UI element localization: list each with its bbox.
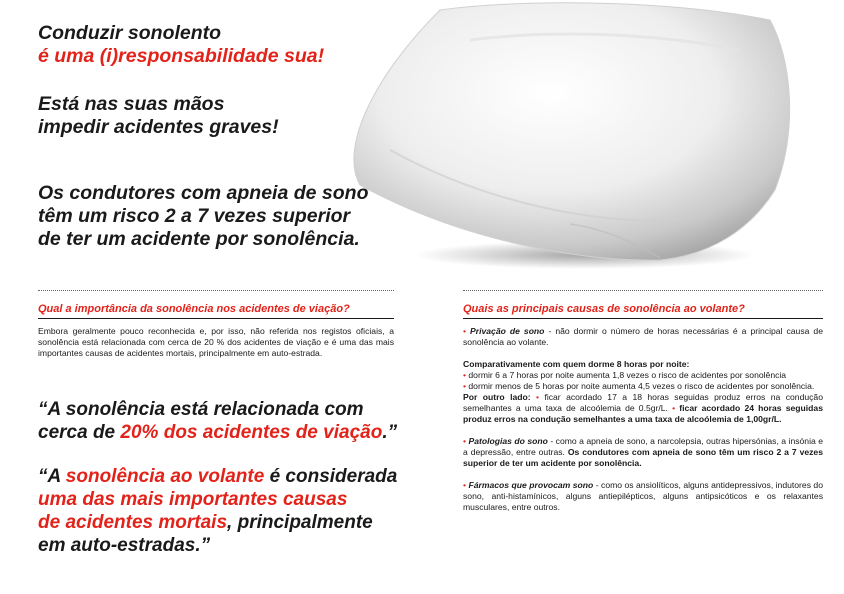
cause-1-text: - não dormir o número de horas necessárias é a principal causa de sonolência ao volante.	[463, 326, 823, 347]
red-bullet-icon: •	[463, 480, 467, 490]
red-bullet-icon: •	[463, 326, 467, 336]
cause-sleep-pathologies	[463, 436, 823, 469]
cause-3-label: Fármacos que provocam sono	[468, 480, 594, 490]
right-dotted-divider	[463, 290, 823, 291]
red-bullet-icon: •	[463, 381, 469, 391]
right-section-rule	[463, 318, 823, 319]
left-section-rule	[38, 318, 394, 319]
comparison-item-1	[463, 370, 823, 381]
comparison-item-3-text: ficar acordado 17 a 18 horas seguidas produz erros na condução semelhantes a uma taxa de alcoólemia de 0.5gr/L.	[463, 392, 823, 413]
quote-2-highlight-3: de acidentes mortais	[38, 512, 228, 533]
headline-line-5: Os condutores com apneia de sono	[38, 182, 369, 204]
comparison-item-2	[463, 381, 823, 392]
quote-1-part-d: .”	[382, 422, 398, 443]
left-dotted-divider	[38, 290, 394, 291]
comparison-heading: Comparativamente com quem dorme 8 horas por noite:	[463, 359, 690, 369]
quote-2-part-c: é considerada	[264, 466, 398, 487]
headline-line-1: Conduzir sonolento	[38, 22, 222, 44]
comparison-other	[463, 392, 823, 425]
cause-2-label: Patologias do sono	[468, 436, 548, 446]
headline-line-7: de ter um acidente por sonolência.	[38, 228, 360, 250]
right-body	[463, 326, 823, 513]
red-bullet-icon: •	[672, 403, 680, 413]
quote-1-part-a: “A sonolência está relacionada com	[38, 399, 364, 420]
quote-2-part-a: “A	[38, 466, 66, 487]
headline-block-3	[38, 182, 368, 251]
cause-drugs	[463, 480, 823, 513]
left-section-title: Qual a importância da sonolência nos acidentes de viação?	[38, 303, 350, 315]
quote-2-part-g: em auto-estradas.”	[38, 535, 211, 556]
cause-sleep-deprivation	[463, 326, 823, 348]
comparison-item-2-text: dormir menos de 5 horas por noite aumenta 4,5 vezes o risco de acidentes por sonolência.	[468, 381, 815, 391]
quote-1	[38, 398, 397, 444]
quote-2-highlight-2: uma das mais importantes causas	[38, 489, 348, 510]
headline-block-1	[38, 22, 324, 68]
headline-block-2	[38, 93, 279, 139]
cause-1-label: Privação de sono	[470, 326, 545, 336]
red-bullet-icon: •	[463, 436, 467, 446]
quote-2-highlight-1: sonolência ao volante	[65, 466, 265, 487]
quote-2-part-f: , principalmente	[227, 512, 373, 533]
headline-line-2: é uma (i)responsabilidade sua!	[38, 45, 325, 67]
red-bullet-icon: •	[463, 370, 469, 380]
red-bullet-icon: •	[536, 392, 545, 402]
quote-1-highlight: 20% dos acidentes de viação	[120, 422, 383, 443]
pillow-illustration	[330, 0, 800, 285]
comparison-item-4-text: ficar acordado 24 horas seguidas produz erros na condução semelhantes a uma taxa de alcoólemia de 1,00gr/L.	[463, 403, 823, 424]
cause-2-text: - como a apneia de sono, a narcolepsia, outras hipersónias, a insónia e a depressão, entre outras.	[463, 436, 824, 457]
headline-line-3: Está nas suas mãos	[38, 93, 225, 115]
right-section-title: Quais as principais causas de sonolência ao volante?	[463, 303, 745, 315]
cause-3-text: - como os ansiolíticos, alguns antidepressivos, indutores do sono, anti-histamínicos, alguns antiepilépticos, alguns antipsicóticos e os relaxantes musculares, entre outros.	[463, 480, 823, 512]
quote-1-part-b: cerca de	[38, 422, 121, 443]
headline-line-4: impedir acidentes graves!	[38, 116, 279, 138]
quote-2	[38, 465, 397, 557]
other-side-label: Por outro lado:	[463, 392, 531, 402]
left-intro-text: Embora geralmente pouco reconhecida e, por isso, não referida nos registos oficiais, a sonolência está relacionada com cerca de 20 % dos acidentes de viação e é uma das mais importantes causas de acidentes mortais, principalmente em auto-estrada.	[38, 326, 394, 358]
comparison-item-1-text: dormir 6 a 7 horas por noite aumenta 1,8 vezes o risco de acidentes por sonolência	[468, 370, 787, 380]
cause-2-bold: Os condutores com apneia de sono têm um risco 2 a 7 vezes superior de ter um acidente por sonolência.	[463, 447, 823, 468]
headline-line-6: têm um risco 2 a 7 vezes superior	[38, 205, 351, 227]
